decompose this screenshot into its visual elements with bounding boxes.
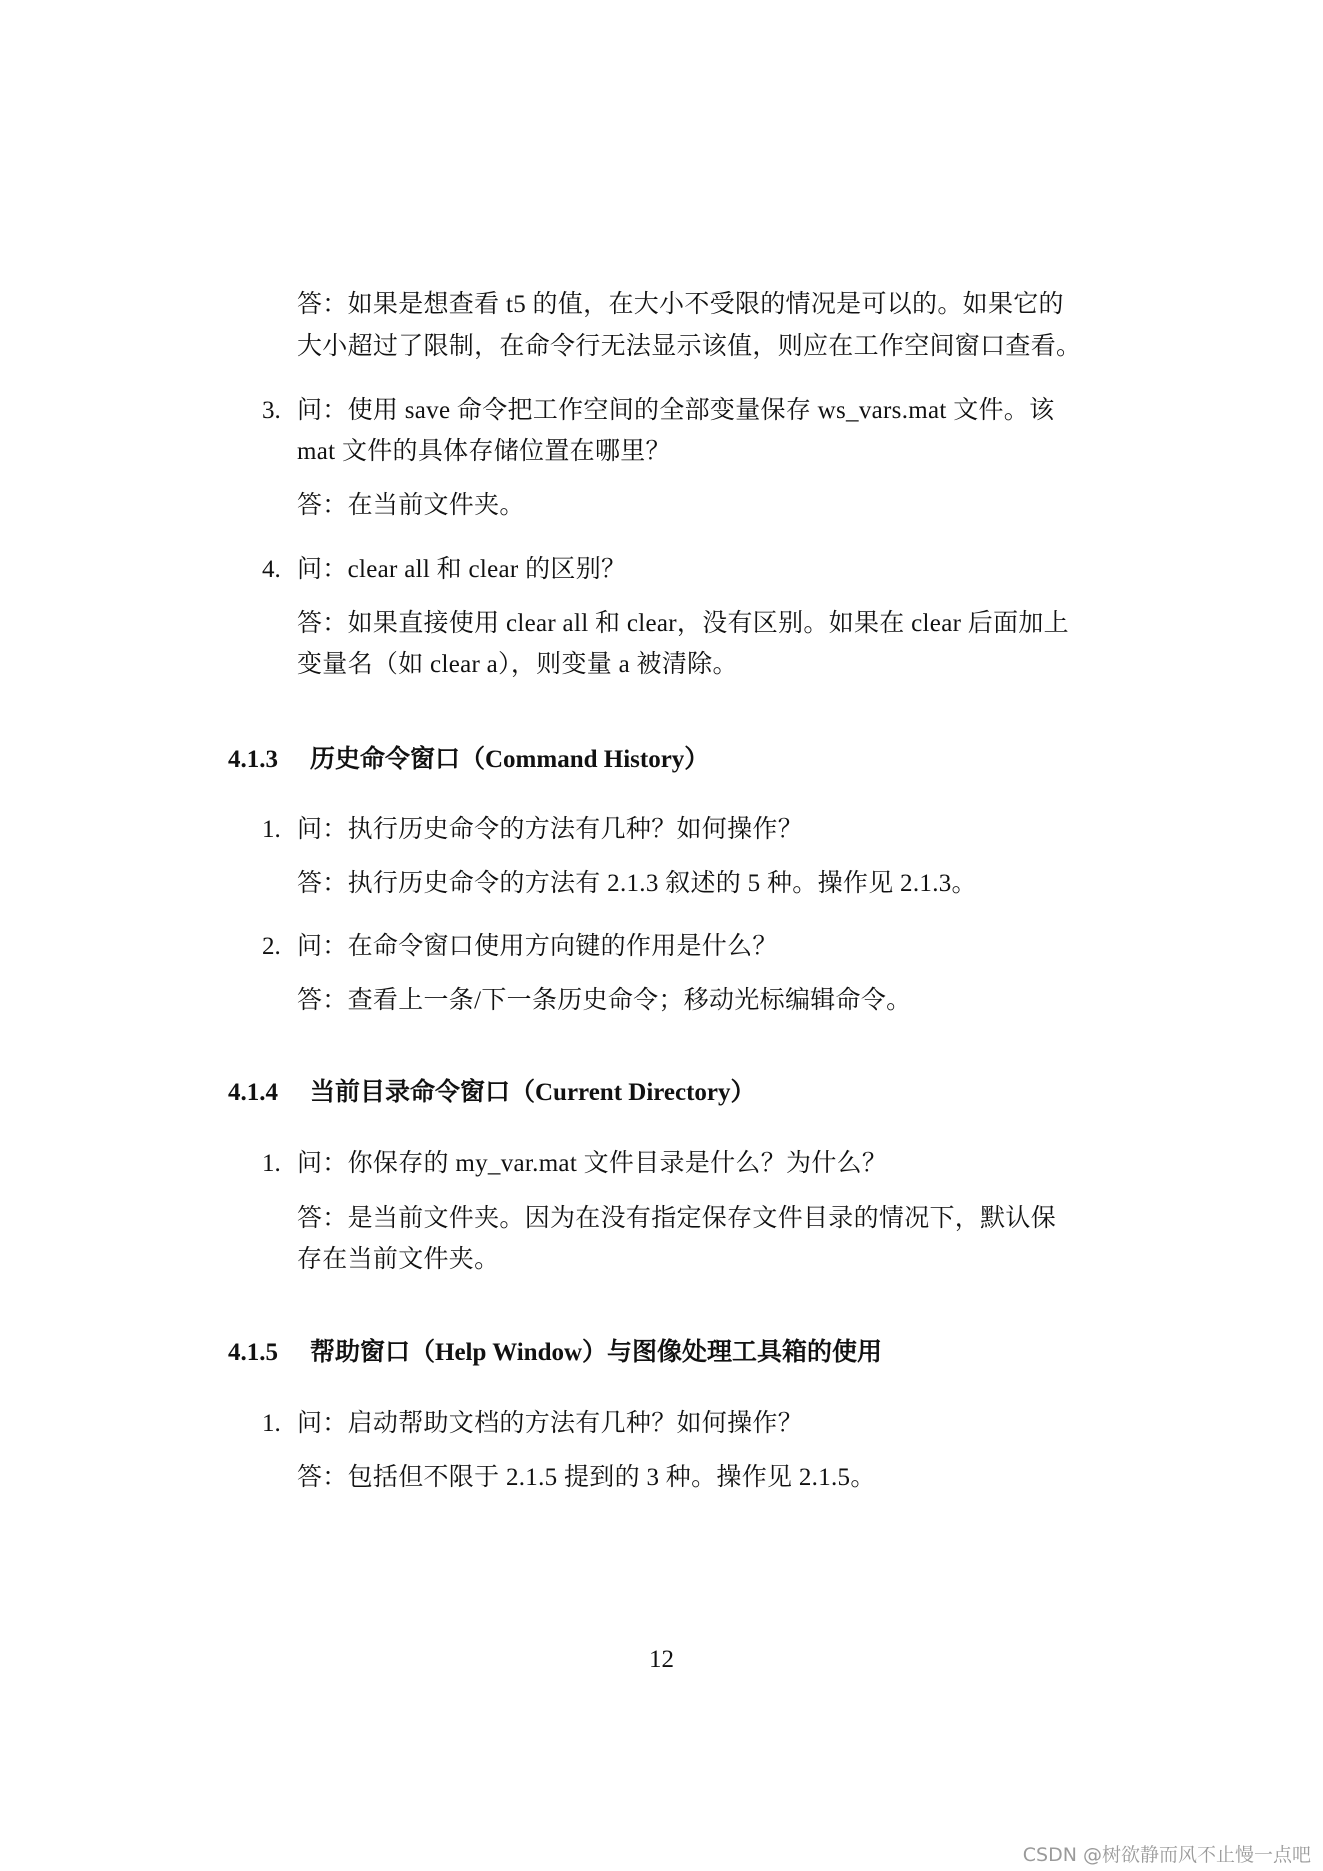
item-number: 4. [262, 556, 281, 583]
answer-line: 答：执行历史命令的方法有 2.1.3 叙述的 5 种。操作见 2.1.3。 [297, 870, 977, 897]
question-line: 问：使用 save 命令把工作空间的全部变量保存 ws_vars.mat 文件。该 [297, 397, 1055, 424]
question-line: 问：执行历史命令的方法有几种？如何操作？ [297, 816, 804, 843]
item-number: 1. [262, 816, 281, 843]
section-heading-4-1-3 [228, 745, 709, 775]
section-title: 历史命令窗口（Command History） [310, 746, 710, 773]
item-number: 1. [262, 1410, 281, 1437]
question-line: 问：你保存的 my_var.mat 文件目录是什么？为什么？ [297, 1150, 888, 1177]
section-number: 4.1.4 [228, 1079, 278, 1106]
item-number: 1. [262, 1150, 281, 1177]
answer-line: 答：在当前文件夹。 [297, 492, 525, 519]
answer-line: 答：如果是想查看 t5 的值，在大小不受限的情况是可以的。如果它的 [297, 291, 1064, 318]
question-line: 问：在命令窗口使用方向键的作用是什么？ [297, 933, 778, 960]
section-title: 当前目录命令窗口（Current Directory） [310, 1079, 756, 1106]
item-number: 2. [262, 933, 281, 960]
question-line: 问：clear all 和 clear 的区别？ [297, 556, 627, 583]
answer-line: 答：如果直接使用 clear all 和 clear，没有区别。如果在 clear 后面加上 [297, 610, 1069, 637]
item-number: 3. [262, 397, 281, 424]
answer-line: 答：是当前文件夹。因为在没有指定保存文件目录的情况下，默认保 [297, 1205, 1057, 1232]
section-number: 4.1.3 [228, 746, 278, 773]
question-line: mat 文件的具体存储位置在哪里？ [297, 438, 671, 465]
section-heading-4-1-4 [228, 1078, 756, 1108]
answer-line: 大小超过了限制，在命令行无法显示该值，则应在工作空间窗口查看。 [297, 333, 1082, 360]
question-line: 问：启动帮助文档的方法有几种？如何操作？ [297, 1410, 804, 1437]
answer-line: 存在当前文件夹。 [297, 1246, 500, 1273]
section-title: 帮助窗口（Help Window）与图像处理工具箱的使用 [310, 1339, 883, 1366]
page-number: 12 [649, 1646, 674, 1673]
section-number: 4.1.5 [228, 1339, 278, 1366]
answer-line: 答：包括但不限于 2.1.5 提到的 3 种。操作见 2.1.5。 [297, 1464, 876, 1491]
watermark: CSDN @树欲静而风不止慢一点吧 [1022, 1844, 1311, 1866]
answer-line: 答：查看上一条/下一条历史命令；移动光标编辑命令。 [297, 987, 912, 1014]
section-heading-4-1-5 [228, 1338, 882, 1368]
answer-line: 变量名（如 clear a），则变量 a 被清除。 [297, 651, 738, 678]
